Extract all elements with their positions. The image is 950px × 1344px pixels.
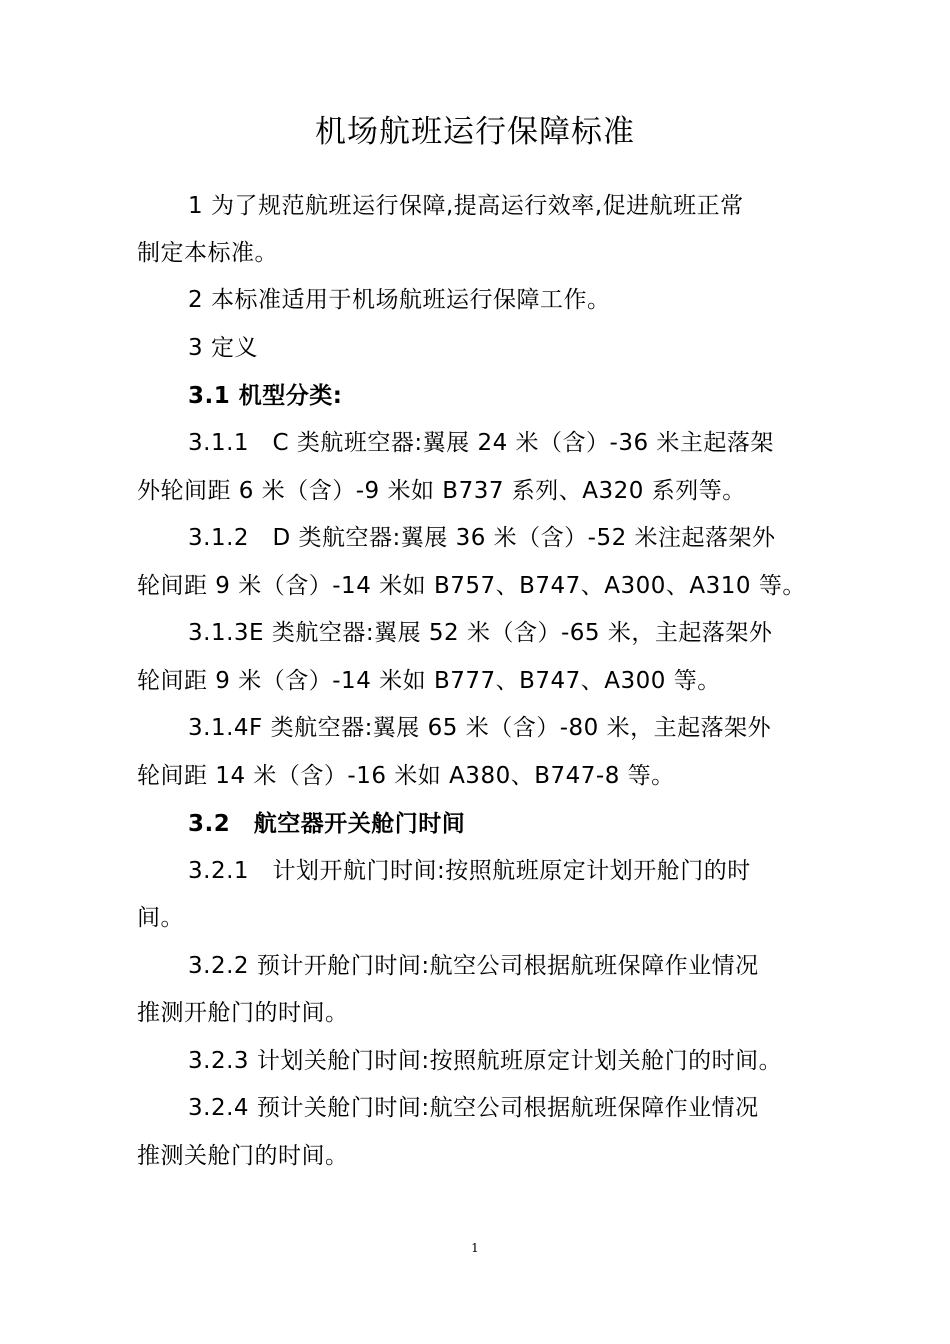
- item-3-1-1-line-1: 3.1.1 C 类航班空器:翼展 24 米（含）-36 米主起落架: [188, 430, 774, 456]
- item-3-2-2-line-2: 推测开舱门的时间。: [137, 1000, 349, 1026]
- item-3-2-4-line-1: 3.2.4 预计关舱门时间:航空公司根据航班保障作业情况: [188, 1095, 759, 1121]
- item-3-2-1-line-2: 间。: [137, 905, 184, 931]
- paragraph-1-line-1: 1 为了规范航班运行保障,提高运行效率,促进航班正常: [188, 193, 744, 219]
- item-3-2-4-line-2: 推测关舱门的时间。: [137, 1143, 349, 1169]
- item-3-1-4-line-2: 轮间距 14 米（含）-16 米如 A380、B747-8 等。: [137, 763, 675, 789]
- section-3-heading: 3 定义: [188, 335, 258, 361]
- paragraph-2: 2 本标准适用于机场航班运行保障工作。: [188, 287, 611, 313]
- item-3-2-3: 3.2.3 计划关舱门时间:按照航班原定计划关舱门的时间。: [188, 1048, 783, 1074]
- page-number: 1: [471, 1241, 479, 1255]
- paragraph-1-line-2: 制定本标准。: [137, 240, 278, 266]
- document-title: 机场航班运行保障标准: [315, 114, 635, 150]
- item-3-2-2-line-1: 3.2.2 预计开舱门时间:航空公司根据航班保障作业情况: [188, 953, 759, 979]
- item-3-1-2-line-2: 轮间距 9 米（含）-14 米如 B757、B747、A300、A310 等。: [137, 573, 806, 599]
- item-3-1-1-line-2: 外轮间距 6 米（含）-9 米如 B737 系列、A320 系列等。: [137, 478, 746, 504]
- section-3-2-heading: 3.2 航空器开关舱门时间: [188, 811, 466, 837]
- item-3-1-3-line-2: 轮间距 9 米（含）-14 米如 B777、B747、A300 等。: [137, 668, 721, 694]
- item-3-1-2-line-1: 3.1.2 D 类航空器:翼展 36 米（含）-52 米注起落架外: [188, 525, 776, 551]
- section-3-1-heading: 3.1 机型分类:: [188, 383, 343, 409]
- item-3-1-4-line-1: 3.1.4F 类航空器:翼展 65 米（含）-80 米，主起落架外: [188, 715, 772, 741]
- item-3-2-1-line-1: 3.2.1 计划开航门时间:按照航班原定计划开舱门的时: [188, 858, 751, 884]
- item-3-1-3-line-1: 3.1.3E 类航空器:翼展 52 米（含）-65 米，主起落架外: [188, 620, 773, 646]
